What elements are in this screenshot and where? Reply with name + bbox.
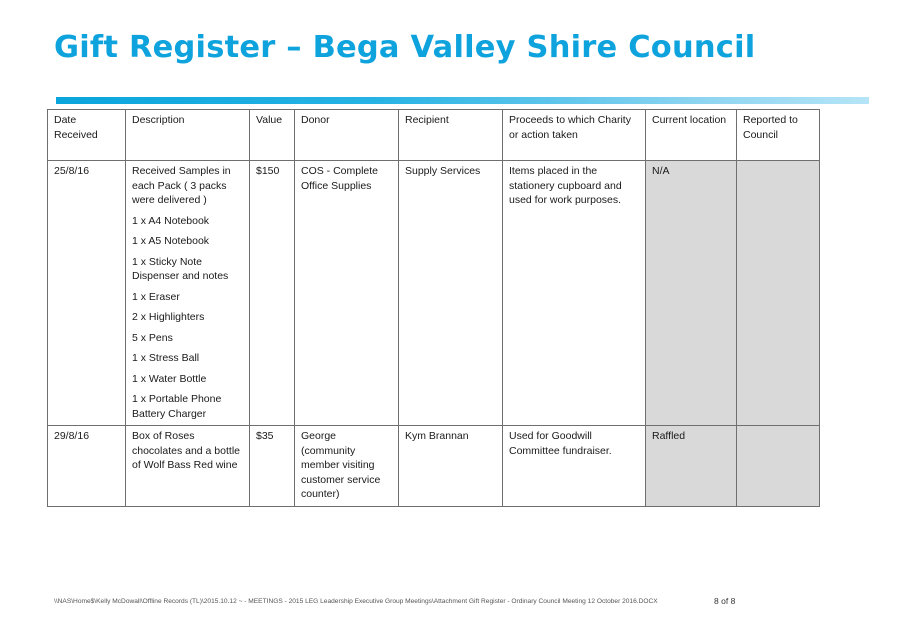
page-of-label: of xyxy=(721,596,729,606)
footer-file-path: \\NAS\Home$\Kelly McDowall\Offline Records (TL)\2015.10.12 ~ - MEETINGS - 2015 LEG Leadership Executive Group Meetings\Attachment Gift Register - Ordinary Council Meeting 12 October 2016.DOCX xyxy=(54,598,658,605)
description-item: 1 x Stress Ball xyxy=(132,352,200,364)
page-total: 8 xyxy=(730,596,736,606)
table-row xyxy=(48,426,820,507)
header-proceeds: Proceeds to which Charity or action taken xyxy=(503,110,646,161)
description-item: 1 x Sticky Note Dispenser and notes xyxy=(132,255,229,282)
cell-reported xyxy=(737,161,820,426)
header-reported: Reported to Council xyxy=(737,110,820,161)
cell-recipient: Kym Brannan xyxy=(399,426,503,507)
page-title: Gift Register – Bega Valley Shire Council xyxy=(54,30,756,65)
cell-location: N/A xyxy=(646,161,737,426)
cell-donor: George (community member visiting customer service counter) xyxy=(295,426,399,507)
description-item: 1 x A4 Notebook xyxy=(132,214,210,227)
description-item: 1 x Water Bottle xyxy=(132,372,207,385)
description-item: 1 x Portable Phone Battery Charger xyxy=(132,393,222,420)
cell-recipient: Supply Services xyxy=(399,161,503,426)
description-item: 1 x A5 Notebook xyxy=(132,235,210,247)
cell-description xyxy=(126,161,250,426)
description-item: 2 x Highlighters xyxy=(132,311,205,323)
page-current: 8 xyxy=(714,596,719,606)
header-donor: Donor xyxy=(295,110,399,161)
cell-proceeds: Items placed in the stationery cupboard and used for work purposes. xyxy=(503,161,646,426)
cell-reported xyxy=(737,426,820,507)
cell-description: Box of Roses chocolates and a bottle of Wolf Bass Red wine xyxy=(126,426,250,507)
header-recipient: Recipient xyxy=(399,110,503,161)
cell-proceeds: Used for Goodwill Committee fundraiser. xyxy=(503,426,646,507)
cell-date: 25/8/16 xyxy=(48,161,126,426)
description-item: 5 x Pens xyxy=(132,331,173,344)
cell-value: $150 xyxy=(250,161,295,426)
cell-location: Raffled xyxy=(646,426,737,507)
cell-value: $35 xyxy=(250,426,295,507)
title-underline-bar xyxy=(56,97,869,104)
header-description: Description xyxy=(126,110,250,161)
cell-donor: COS - Complete Office Supplies xyxy=(295,161,399,426)
header-value: Value xyxy=(250,110,295,161)
header-location: Current location xyxy=(646,110,737,161)
description-item: 1 x Eraser xyxy=(132,290,180,303)
cell-date: 29/8/16 xyxy=(48,426,126,507)
description-intro: Received Samples in each Pack ( 3 packs were delivered ) xyxy=(132,165,231,206)
header-date: Date Received xyxy=(48,110,126,161)
page-number xyxy=(714,596,735,606)
table-header-row xyxy=(48,110,820,161)
gift-register-table xyxy=(47,109,820,507)
table-row xyxy=(48,161,820,426)
